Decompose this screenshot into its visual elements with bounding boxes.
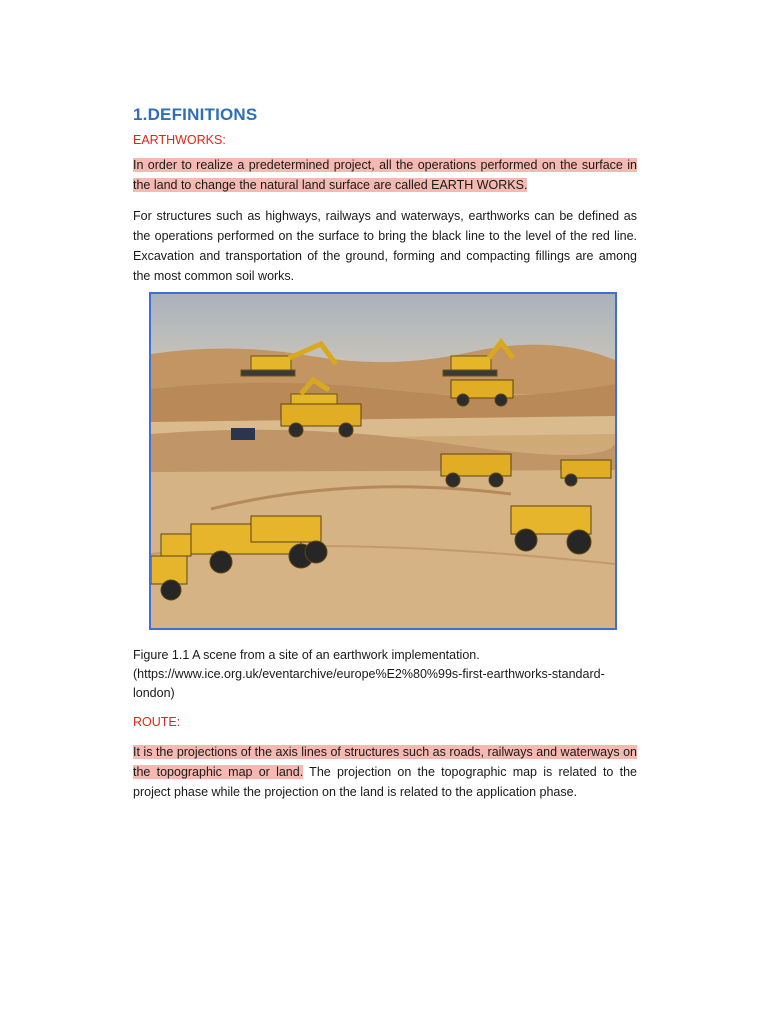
- earthwork-site-photo: [149, 292, 617, 630]
- earthworks-definition: [133, 155, 637, 195]
- earthworks-highlight: In order to realize a predetermined project, all the operations performed on the surface in the land to change the natural land surface are called EARTH WORKS.: [133, 158, 637, 192]
- caption-title: Figure 1.1 A scene from a site of an earthwork implementation.: [133, 648, 480, 662]
- earthworks-label: EARTHWORKS:: [133, 133, 226, 147]
- document-page: [133, 104, 637, 799]
- caption-source-url: (https://www.ice.org.uk/eventarchive/europe%E2%80%99s-first-earthworks-standard-london): [133, 667, 605, 700]
- route-label: ROUTE:: [133, 715, 181, 729]
- route-highlight: It is the projections of the axis lines of structures such as roads, railways and waterways on the topographic map or land.: [133, 745, 637, 779]
- route-definition: [133, 742, 637, 802]
- figure-caption: [133, 646, 637, 703]
- earthworks-body: For structures such as highways, railways and waterways, earthworks can be defined as the operations performed on the surface to bring the black line to the level of the red line. Excavation and transportation of the ground, forming and compacting fillings are among the most common soil works.: [133, 209, 637, 283]
- section-heading: 1.DEFINITIONS: [133, 105, 258, 124]
- route-body: The projection on the topographic map is related to the project phase while the projection on the land is related to the application phase.: [133, 765, 637, 799]
